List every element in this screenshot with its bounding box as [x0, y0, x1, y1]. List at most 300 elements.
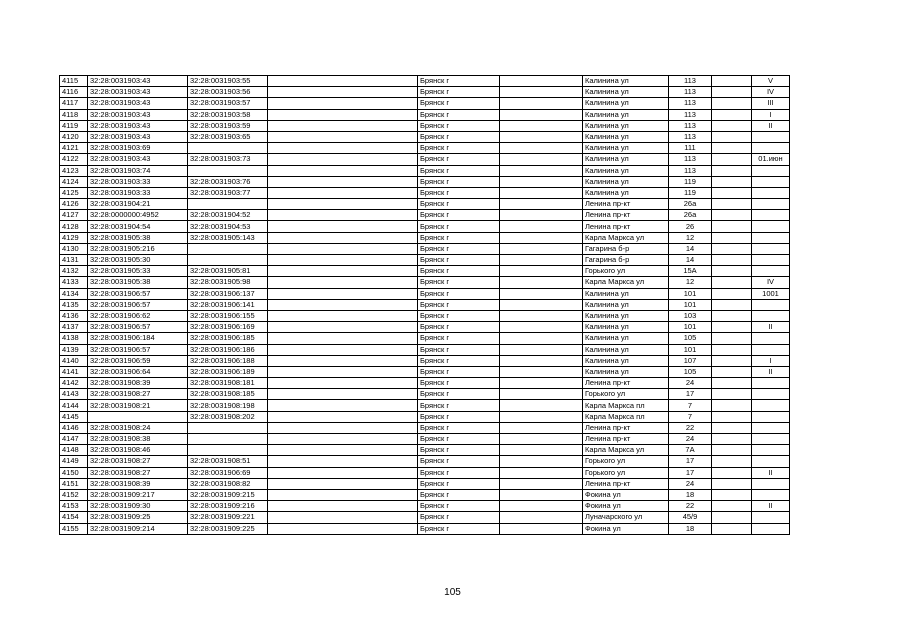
cell-blank-col-2 [500, 512, 583, 523]
cell-house-number: 24 [669, 378, 712, 389]
table-row [60, 210, 790, 221]
cell-parent-cadastral-number: 32:28:0031904:53 [188, 221, 268, 232]
cell-blank-col-1 [268, 232, 418, 243]
cell-blank-col-3 [712, 109, 752, 120]
table-row [60, 266, 790, 277]
cell-street: Калинина ул [583, 322, 669, 333]
cell-blank-col-2 [500, 154, 583, 165]
cell-parent-cadastral-number: 32:28:0031903:57 [188, 98, 268, 109]
cell-street: Карла Маркса пл [583, 411, 669, 422]
table-row [60, 255, 790, 266]
cell-blank-col-2 [500, 210, 583, 221]
table-row [60, 445, 790, 456]
cell-row-index: 4140 [60, 355, 88, 366]
cell-blank-col-2 [500, 143, 583, 154]
cell-blank-col-2 [500, 310, 583, 321]
cell-cadastral-number: 32:28:0031906:184 [88, 333, 188, 344]
cell-row-index: 4146 [60, 422, 88, 433]
cell-house-number: 113 [669, 98, 712, 109]
cell-blank-col-1 [268, 411, 418, 422]
cell-street: Калинина ул [583, 98, 669, 109]
cell-street: Калинина ул [583, 333, 669, 344]
cell-cadastral-number: 32:28:0031908:39 [88, 478, 188, 489]
cell-blank-col-3 [712, 176, 752, 187]
cell-row-index: 4127 [60, 210, 88, 221]
cell-blank-col-1 [268, 288, 418, 299]
cell-blank-col-2 [500, 523, 583, 534]
cell-blank-col-1 [268, 187, 418, 198]
cell-blank-col-1 [268, 512, 418, 523]
cell-house-number: 17 [669, 456, 712, 467]
cell-house-number: 26а [669, 199, 712, 210]
cell-row-index: 4142 [60, 378, 88, 389]
cell-street: Ленина пр-кт [583, 478, 669, 489]
cell-city: Брянск г [418, 344, 500, 355]
cell-blank-col-2 [500, 165, 583, 176]
cell-row-index: 4115 [60, 76, 88, 87]
cell-unit-number [752, 333, 790, 344]
cell-blank-col-1 [268, 344, 418, 355]
cell-parent-cadastral-number: 32:28:0031905:98 [188, 277, 268, 288]
table-row [60, 154, 790, 165]
cell-city: Брянск г [418, 266, 500, 277]
cell-street: Калинина ул [583, 143, 669, 154]
cell-blank-col-1 [268, 87, 418, 98]
table-row [60, 434, 790, 445]
cell-city: Брянск г [418, 221, 500, 232]
cell-house-number: 7 [669, 400, 712, 411]
cell-unit-number: 1001 [752, 288, 790, 299]
cell-street: Фокина ул [583, 489, 669, 500]
cell-street: Карла Маркса пл [583, 400, 669, 411]
cell-blank-col-3 [712, 489, 752, 500]
cell-city: Брянск г [418, 489, 500, 500]
cell-unit-number [752, 187, 790, 198]
cell-parent-cadastral-number [188, 243, 268, 254]
cell-unit-number [752, 232, 790, 243]
cell-city: Брянск г [418, 310, 500, 321]
cell-blank-col-1 [268, 165, 418, 176]
cell-row-index: 4145 [60, 411, 88, 422]
cell-unit-number [752, 512, 790, 523]
cell-house-number: 119 [669, 176, 712, 187]
cell-row-index: 4125 [60, 187, 88, 198]
cell-house-number: 45/9 [669, 512, 712, 523]
cell-cadastral-number: 32:28:0031903:43 [88, 131, 188, 142]
cell-city: Брянск г [418, 154, 500, 165]
cell-unit-number [752, 344, 790, 355]
cell-blank-col-3 [712, 154, 752, 165]
cell-cadastral-number: 32:28:0031906:57 [88, 344, 188, 355]
cell-blank-col-2 [500, 445, 583, 456]
cell-blank-col-2 [500, 98, 583, 109]
cell-house-number: 12 [669, 232, 712, 243]
cell-blank-col-2 [500, 221, 583, 232]
table-row [60, 98, 790, 109]
cell-unit-number [752, 165, 790, 176]
cell-house-number: 24 [669, 434, 712, 445]
cell-house-number: 14 [669, 255, 712, 266]
cell-unit-number [752, 255, 790, 266]
cell-city: Брянск г [418, 165, 500, 176]
cell-blank-col-1 [268, 199, 418, 210]
cell-house-number: 105 [669, 333, 712, 344]
table-row [60, 501, 790, 512]
cell-row-index: 4124 [60, 176, 88, 187]
cell-row-index: 4132 [60, 266, 88, 277]
cell-city: Брянск г [418, 478, 500, 489]
cell-cadastral-number: 32:28:0031906:62 [88, 310, 188, 321]
cell-blank-col-3 [712, 131, 752, 142]
cell-street: Горького ул [583, 467, 669, 478]
cell-unit-number [752, 378, 790, 389]
cell-blank-col-2 [500, 277, 583, 288]
cell-blank-col-3 [712, 411, 752, 422]
table-row [60, 400, 790, 411]
cell-house-number: 113 [669, 131, 712, 142]
cell-parent-cadastral-number: 32:28:0031903:58 [188, 109, 268, 120]
cell-cadastral-number: 32:28:0031905:216 [88, 243, 188, 254]
cell-unit-number: II [752, 467, 790, 478]
cell-parent-cadastral-number: 32:28:0031903:56 [188, 87, 268, 98]
cell-cadastral-number: 32:28:0031909:214 [88, 523, 188, 534]
cell-row-index: 4119 [60, 120, 88, 131]
cell-blank-col-1 [268, 221, 418, 232]
cell-row-index: 4151 [60, 478, 88, 489]
cell-city: Брянск г [418, 120, 500, 131]
cell-street: Луначарского ул [583, 512, 669, 523]
cell-parent-cadastral-number: 32:28:0031906:137 [188, 288, 268, 299]
cell-cadastral-number: 32:28:0031908:24 [88, 422, 188, 433]
cell-blank-col-3 [712, 277, 752, 288]
table-row [60, 221, 790, 232]
cell-blank-col-3 [712, 378, 752, 389]
cell-house-number: 111 [669, 143, 712, 154]
cell-cadastral-number: 32:28:0031905:38 [88, 277, 188, 288]
cell-parent-cadastral-number: 32:28:0031908:202 [188, 411, 268, 422]
cell-blank-col-3 [712, 478, 752, 489]
cell-unit-number: II [752, 322, 790, 333]
cell-street: Фокина ул [583, 523, 669, 534]
cell-parent-cadastral-number: 32:28:0031903:77 [188, 187, 268, 198]
cell-cadastral-number: 32:28:0031908:38 [88, 434, 188, 445]
table-row [60, 310, 790, 321]
cell-blank-col-2 [500, 389, 583, 400]
cell-blank-col-2 [500, 467, 583, 478]
registry-table-body [60, 76, 790, 535]
cell-parent-cadastral-number: 32:28:0031909:216 [188, 501, 268, 512]
cell-blank-col-1 [268, 277, 418, 288]
cell-cadastral-number: 32:28:0031905:30 [88, 255, 188, 266]
cell-cadastral-number: 32:28:0031903:43 [88, 87, 188, 98]
cell-blank-col-2 [500, 344, 583, 355]
cell-parent-cadastral-number: 32:28:0031903:65 [188, 131, 268, 142]
cell-unit-number: II [752, 366, 790, 377]
cell-cadastral-number: 32:28:0031908:27 [88, 389, 188, 400]
cell-house-number: 103 [669, 310, 712, 321]
cell-unit-number [752, 143, 790, 154]
cell-cadastral-number: 32:28:0031904:21 [88, 199, 188, 210]
cell-blank-col-1 [268, 478, 418, 489]
cell-parent-cadastral-number: 32:28:0031909:225 [188, 523, 268, 534]
cell-blank-col-2 [500, 456, 583, 467]
cell-blank-col-2 [500, 232, 583, 243]
cell-row-index: 4133 [60, 277, 88, 288]
cell-parent-cadastral-number: 32:28:0031908:82 [188, 478, 268, 489]
cell-street: Ленина пр-кт [583, 199, 669, 210]
cell-blank-col-3 [712, 221, 752, 232]
cell-cadastral-number [88, 411, 188, 422]
cell-house-number: 22 [669, 501, 712, 512]
cell-cadastral-number: 32:28:0031908:27 [88, 467, 188, 478]
cell-blank-col-2 [500, 131, 583, 142]
cell-blank-col-1 [268, 489, 418, 500]
cell-parent-cadastral-number: 32:28:0031904:52 [188, 210, 268, 221]
cell-street: Калинина ул [583, 310, 669, 321]
cell-cadastral-number: 32:28:0031903:43 [88, 98, 188, 109]
table-row [60, 299, 790, 310]
cell-blank-col-3 [712, 232, 752, 243]
cell-parent-cadastral-number [188, 165, 268, 176]
cell-city: Брянск г [418, 523, 500, 534]
cell-cadastral-number: 32:28:0031906:57 [88, 299, 188, 310]
table-row [60, 277, 790, 288]
cell-street: Карла Маркса ул [583, 445, 669, 456]
cell-blank-col-3 [712, 199, 752, 210]
table-row [60, 456, 790, 467]
table-row [60, 389, 790, 400]
cell-blank-col-1 [268, 378, 418, 389]
cell-house-number: 24 [669, 478, 712, 489]
cell-blank-col-3 [712, 76, 752, 87]
cell-unit-number [752, 400, 790, 411]
cell-city: Брянск г [418, 243, 500, 254]
cell-unit-number: V [752, 76, 790, 87]
cell-row-index: 4131 [60, 255, 88, 266]
cell-street: Ленина пр-кт [583, 210, 669, 221]
cell-blank-col-3 [712, 467, 752, 478]
cell-row-index: 4144 [60, 400, 88, 411]
cell-house-number: 113 [669, 109, 712, 120]
cell-blank-col-1 [268, 266, 418, 277]
cell-blank-col-2 [500, 400, 583, 411]
cell-parent-cadastral-number: 32:28:0031909:215 [188, 489, 268, 500]
cell-cadastral-number: 32:28:0031903:43 [88, 76, 188, 87]
cell-cadastral-number: 32:28:0031909:25 [88, 512, 188, 523]
cell-cadastral-number: 32:28:0031905:33 [88, 266, 188, 277]
cell-house-number: 22 [669, 422, 712, 433]
cell-blank-col-1 [268, 366, 418, 377]
cell-row-index: 4152 [60, 489, 88, 500]
cell-house-number: 15А [669, 266, 712, 277]
cell-city: Брянск г [418, 288, 500, 299]
cell-row-index: 4120 [60, 131, 88, 142]
cell-unit-number [752, 310, 790, 321]
cell-blank-col-1 [268, 176, 418, 187]
cell-street: Карла Маркса ул [583, 232, 669, 243]
cell-row-index: 4143 [60, 389, 88, 400]
cell-row-index: 4123 [60, 165, 88, 176]
cell-blank-col-3 [712, 422, 752, 433]
cell-blank-col-3 [712, 322, 752, 333]
cell-unit-number [752, 411, 790, 422]
cell-blank-col-3 [712, 344, 752, 355]
cell-house-number: 113 [669, 165, 712, 176]
cell-blank-col-3 [712, 310, 752, 321]
cell-row-index: 4118 [60, 109, 88, 120]
cell-unit-number: IV [752, 87, 790, 98]
cell-city: Брянск г [418, 98, 500, 109]
cell-unit-number [752, 445, 790, 456]
cell-unit-number [752, 243, 790, 254]
cell-blank-col-1 [268, 445, 418, 456]
cell-blank-col-3 [712, 366, 752, 377]
table-row [60, 378, 790, 389]
cell-house-number: 7А [669, 445, 712, 456]
cell-house-number: 12 [669, 277, 712, 288]
cell-unit-number: II [752, 501, 790, 512]
cell-unit-number [752, 176, 790, 187]
cell-blank-col-2 [500, 176, 583, 187]
cell-blank-col-2 [500, 333, 583, 344]
cell-blank-col-3 [712, 120, 752, 131]
cell-unit-number [752, 523, 790, 534]
cell-parent-cadastral-number [188, 199, 268, 210]
cell-blank-col-1 [268, 523, 418, 534]
cell-blank-col-3 [712, 165, 752, 176]
cell-city: Брянск г [418, 411, 500, 422]
cell-street: Калинина ул [583, 109, 669, 120]
cell-unit-number [752, 478, 790, 489]
cell-unit-number: II [752, 120, 790, 131]
table-row [60, 411, 790, 422]
cell-row-index: 4150 [60, 467, 88, 478]
cell-city: Брянск г [418, 232, 500, 243]
cell-blank-col-1 [268, 255, 418, 266]
cell-blank-col-2 [500, 489, 583, 500]
cell-parent-cadastral-number: 32:28:0031906:188 [188, 355, 268, 366]
cell-blank-col-2 [500, 266, 583, 277]
cell-parent-cadastral-number: 32:28:0031906:155 [188, 310, 268, 321]
cell-blank-col-1 [268, 76, 418, 87]
cell-row-index: 4154 [60, 512, 88, 523]
cell-row-index: 4137 [60, 322, 88, 333]
cell-street: Гагарина б-р [583, 255, 669, 266]
cell-row-index: 4122 [60, 154, 88, 165]
cell-city: Брянск г [418, 277, 500, 288]
cell-blank-col-3 [712, 243, 752, 254]
cell-row-index: 4141 [60, 366, 88, 377]
cell-parent-cadastral-number: 32:28:0031908:198 [188, 400, 268, 411]
cell-cadastral-number: 32:28:0031905:38 [88, 232, 188, 243]
cell-blank-col-1 [268, 389, 418, 400]
cell-blank-col-1 [268, 456, 418, 467]
cell-blank-col-2 [500, 366, 583, 377]
cell-blank-col-1 [268, 355, 418, 366]
cell-house-number: 113 [669, 76, 712, 87]
cell-row-index: 4116 [60, 87, 88, 98]
cell-blank-col-1 [268, 154, 418, 165]
cell-cadastral-number: 32:28:0031908:27 [88, 456, 188, 467]
cell-city: Брянск г [418, 512, 500, 523]
cell-city: Брянск г [418, 366, 500, 377]
cell-unit-number [752, 266, 790, 277]
table-row [60, 109, 790, 120]
cell-street: Ленина пр-кт [583, 221, 669, 232]
cell-blank-col-3 [712, 210, 752, 221]
cell-street: Калинина ул [583, 120, 669, 131]
cell-cadastral-number: 32:28:0031903:33 [88, 187, 188, 198]
cell-blank-col-3 [712, 143, 752, 154]
cell-parent-cadastral-number: 32:28:0031906:185 [188, 333, 268, 344]
cell-blank-col-1 [268, 98, 418, 109]
page-number: 105 [444, 587, 461, 598]
cell-unit-number: IV [752, 277, 790, 288]
cell-row-index: 4128 [60, 221, 88, 232]
table-row [60, 422, 790, 433]
cell-street: Горького ул [583, 389, 669, 400]
cell-house-number: 26 [669, 221, 712, 232]
cell-blank-col-1 [268, 501, 418, 512]
cell-blank-col-3 [712, 288, 752, 299]
cell-street: Горького ул [583, 456, 669, 467]
table-row [60, 322, 790, 333]
cell-cadastral-number: 32:28:0031909:217 [88, 489, 188, 500]
cell-blank-col-3 [712, 333, 752, 344]
cell-blank-col-2 [500, 478, 583, 489]
cell-blank-col-3 [712, 456, 752, 467]
cell-cadastral-number: 32:28:0031903:43 [88, 154, 188, 165]
cell-blank-col-3 [712, 501, 752, 512]
cell-city: Брянск г [418, 187, 500, 198]
cell-cadastral-number: 32:28:0031903:43 [88, 120, 188, 131]
cell-blank-col-2 [500, 120, 583, 131]
cell-city: Брянск г [418, 143, 500, 154]
cell-city: Брянск г [418, 199, 500, 210]
cell-street: Калинина ул [583, 76, 669, 87]
cell-unit-number: I [752, 355, 790, 366]
cell-row-index: 4136 [60, 310, 88, 321]
cell-house-number: 101 [669, 288, 712, 299]
table-row [60, 165, 790, 176]
cell-cadastral-number: 32:28:0031903:74 [88, 165, 188, 176]
cell-city: Брянск г [418, 176, 500, 187]
cell-city: Брянск г [418, 389, 500, 400]
cell-blank-col-2 [500, 288, 583, 299]
cell-city: Брянск г [418, 501, 500, 512]
cell-row-index: 4148 [60, 445, 88, 456]
cell-street: Калинина ул [583, 187, 669, 198]
cell-street: Ленина пр-кт [583, 378, 669, 389]
table-row [60, 187, 790, 198]
cell-house-number: 101 [669, 344, 712, 355]
cell-house-number: 101 [669, 322, 712, 333]
table-row [60, 232, 790, 243]
cell-blank-col-3 [712, 266, 752, 277]
cell-blank-col-2 [500, 255, 583, 266]
cell-parent-cadastral-number: 32:28:0031909:221 [188, 512, 268, 523]
cell-parent-cadastral-number: 32:28:0031906:189 [188, 366, 268, 377]
table-row [60, 76, 790, 87]
table-row [60, 467, 790, 478]
cell-row-index: 4135 [60, 299, 88, 310]
cell-city: Брянск г [418, 131, 500, 142]
cell-street: Карла Маркса ул [583, 277, 669, 288]
cell-unit-number [752, 489, 790, 500]
cell-row-index: 4117 [60, 98, 88, 109]
cell-house-number: 18 [669, 523, 712, 534]
cell-parent-cadastral-number: 32:28:0031906:141 [188, 299, 268, 310]
